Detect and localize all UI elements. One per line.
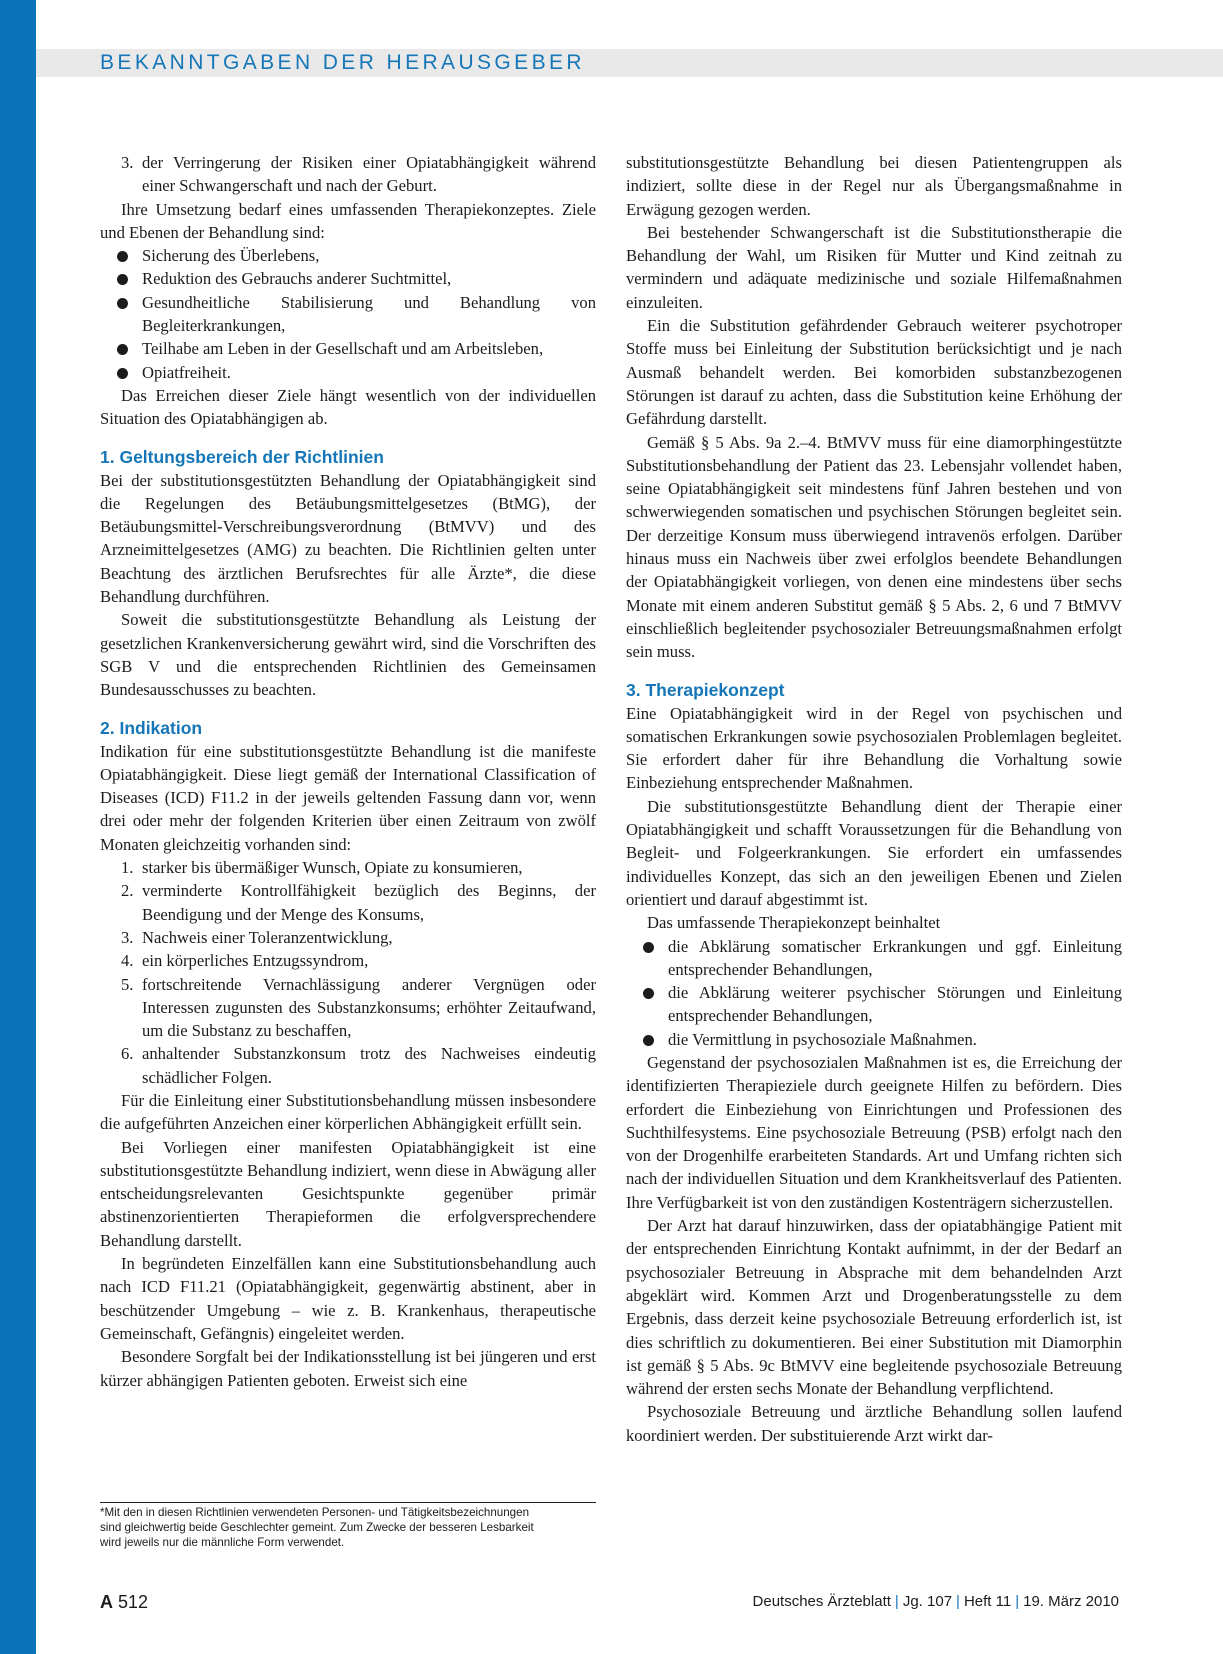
paragraph: Soweit die substitutionsgestützte Behandlung als Leistung der gesetzlichen Krankenversicherung gewährt wird, sind die Vorschriften des SGB V und die entsprechenden Richtlinien des Gemeinsamen Bundesausschusses zu beachten.: [100, 610, 596, 700]
paragraph: Gegenstand der psychosozialen Maßnahmen ist es, die Erreichung der identifizierten Therapieziele durch geeignete Hilfen zu befördern. Dies erfordert die Einbeziehung von Einrichtungen und Professionen des Suchthilfesystems. Eine psychosoziale Betreuung (PSB) erfolgt nach den von der Drogenhilfe erarbeiteten Standards. Art und Umfang richten sich nach der individuellen Situation und dem Krankheitsverlauf des Patienten. Ihre Verfügbarkeit ist von den zuständigen Kostenträgern sicherzustellen.: [626, 1052, 1122, 1212]
journal-issue: Heft 11: [963, 1593, 1012, 1610]
paragraph: Ihre Umsetzung bedarf eines umfassenden Therapiekonzeptes. Ziele und Ebenen der Behandlung sind:: [100, 199, 596, 242]
list-item: 3. der Verringerung der Risiken einer Opiatabhängigkeit während einer Schwangerschaft und nach der Geburt.: [121, 153, 596, 196]
list-item: 2. verminderte Kontrollfähigkeit bezüglich des Beginns, der Beendigung und der Menge des Konsums,: [121, 881, 596, 924]
journal-info: Deutsches Ärzteblatt | Jg. 107 | Heft 11 | 19. März 2010: [752, 1593, 1119, 1610]
paragraph: Bei der substitutionsgestützten Behandlung der Opiatabhängigkeit sind die Regelungen des Betäubungsmittelgesetzes (BtMG), der Betäubungsmittel-Verschreibungsverordnung (BtMVV) und des Arzneimittelgesetzes (AMG) zu beachten. Die Richtlinien gelten unter Beachtung des ärztlichen Berufsrechtes für alle Ärzte*, die diese Behandlung durchführen.: [100, 470, 596, 607]
section-header-title: BEKANNTGABEN DER HERAUSGEBER: [100, 51, 585, 74]
list-item: Teilhabe am Leben in der Gesellschaft und am Arbeitsleben,: [100, 337, 596, 360]
sidebar-accent-bar: [0, 0, 36, 1654]
paragraph: Für die Einleitung einer Substitutionsbehandlung müssen insbesondere die aufgeführten Anzeichen einer körperlichen Abhängigkeit erfüllt sein.: [100, 1090, 596, 1134]
footnote-divider: [100, 1502, 596, 1503]
section-heading: 2. Indikation: [100, 717, 203, 738]
list-item: 4. ein körperliches Entzugssyndrom,: [121, 951, 369, 971]
bullet-icon: [117, 274, 128, 285]
paragraph: Eine Opiatabhängigkeit wird in der Regel von psychischen und somatischen Erkrankungen sowie psychosozialen Problemlagen begleitet. Sie erfordert daher für ihre Behandlung die Vorhaltung sowie Einbeziehung entsprechender Maßnahmen.: [626, 703, 1122, 793]
paragraph: Besondere Sorgfalt bei der Indikationsstellung ist bei jüngeren und erst kürzer abhängigen Patienten geboten. Erweist sich eine: [100, 1347, 596, 1390]
paragraph: Das Erreichen dieser Ziele hängt wesentlich von der individuellen Situation des Opiatabhängigen ab.: [100, 385, 596, 429]
list-item: die Vermittlung in psychosoziale Maßnahmen.: [626, 1028, 1122, 1051]
bullet-icon: [117, 344, 128, 355]
footnote-line: *Mit den in diesen Richtlinien verwendeten Personen- und Tätigkeitsbezeichnungen: [100, 1506, 530, 1519]
list-item: Gesundheitliche Stabilisierung und Behandlung von Begleiterkrankungen,: [100, 291, 596, 338]
paragraph: Ein die Substitution gefährdender Gebrauch weiterer psychotroper Stoffe muss bei Einleitung der Substitution berücksichtigt und je nach Ausmaß behandelt werden. Bei komorbiden substanzbezogenen Störungen ist darauf zu achten, dass die Substitution keine Erhöhung der Gefährdung darstellt.: [626, 316, 1122, 429]
paragraph: Bei bestehender Schwangerschaft ist die Substitutionstherapie die Behandlung der Wahl, um Risiken für Mutter und Kind zeitnah zu vermindern und adäquate medizinische und soziale Hilfemaßnahmen einzuleiten.: [626, 222, 1122, 312]
list-item: Reduktion des Gebrauchs anderer Suchtmittel,: [100, 267, 596, 290]
paragraph: Der Arzt hat darauf hinzuwirken, dass der opiatabhängige Patient mit der entsprechenden Einrichtung Kontakt aufnimmt, in der der Bedarf an psychosozialer Betreuung in Absprache mit dem behandelnden Arzt abgeklärt wird. Kommen Arzt und Drogenberatungsstelle zu dem Ergebnis, dass derzeit keine psychosoziale Betreuung erforderlich ist, ist dies schriftlich zu dokumentieren. Bei einer Substitution mit Diamorphin ist gemäß § 5 Abs. 9c BtMVV eine begleitende psychosoziale Betreuung während der ersten sechs Monate der Behandlung verpflichtend.: [626, 1216, 1122, 1399]
paragraph: substitutionsgestützte Behandlung bei diesen Patientengruppen als indiziert, sollte diese in der Regel nur als Übergangsmaßnahme in Erwägung gezogen werden.: [626, 153, 1122, 219]
bullet-icon: [117, 251, 128, 262]
page-number-value: 512: [118, 1592, 149, 1612]
goals-list: [100, 244, 596, 384]
list-item: 1. starker bis übermäßiger Wunsch, Opiate zu konsumieren,: [121, 858, 523, 878]
page-prefix: A: [100, 1592, 113, 1612]
journal-date: 19. März 2010: [1023, 1593, 1119, 1610]
paragraph: Das umfassende Therapiekonzept beinhaltet: [647, 913, 941, 933]
paragraph: In begründeten Einzelfällen kann eine Substitutionsbehandlung auch nach ICD F11.21 (Opiatabhängigkeit, gegenwärtig abstinent, aber in beschützender Umgebung – wie z. B. Krankenhaus, therapeutische Gemeinschaft, Gefängnis) eingeleitet werden.: [100, 1254, 596, 1343]
footnote-line: sind gleichwertig beide Geschlechter gemeint. Zum Zwecke der besseren Lesbarkeit: [100, 1521, 534, 1535]
bullet-icon: [117, 368, 128, 379]
list-continued: [100, 151, 596, 198]
bullet-icon: [643, 1035, 654, 1046]
concept-list: [626, 935, 1122, 1051]
paragraph: Bei Vorliegen einer manifesten Opiatabhängigkeit ist eine substitutionsgestützte Behandlung indiziert, wenn diese in Abwägung aller entscheidungsrelevanten Gesichtspunkte gegenüber primär abstinenzorientierten Therapieformen die erfolgversprechendere Behandlung darstellt.: [100, 1137, 596, 1250]
bullet-icon: [643, 942, 654, 953]
journal-volume: Jg. 107: [902, 1593, 953, 1610]
section-heading: 3. Therapiekonzept: [626, 679, 785, 700]
section-heading: 1. Geltungsbereich der Richtlinien: [100, 446, 384, 467]
list-item: die Abklärung somatischer Erkrankungen und ggf. Einleitung entsprechender Behandlungen,: [626, 935, 1122, 982]
footnote-line: wird jeweils nur die männliche Form verwendet.: [100, 1536, 345, 1550]
paragraph: Gemäß § 5 Abs. 9a 2.–4. BtMVV muss für eine diamorphingestützte Substitutionsbehandlung der Patient das 23. Lebensjahr vollendet haben, seine Opiatabhängigkeit seit mindestens fünf Jahren bestehen und von schwerwiegenden somatischen und psychischen Störungen begleitet sein. Der derzeitige Konsum muss überwiegend intravenös erfolgen. Darüber hinaus muss ein Nachweis über zwei erfolglos beendete Behandlungen der Opiatabhängigkeit vorliegen, von denen eine mindestens über sechs Monate mit einem anderen Substitut gemäß § 5 Abs. 2, 6 und 7 BtMVV einschließlich begleitender psychosozialer Betreuungsmaßnahmen erfolgt sein muss.: [626, 432, 1122, 662]
journal-name: Deutsches Ärzteblatt: [752, 1593, 891, 1610]
list-item: Sicherung des Überlebens,: [100, 244, 596, 267]
criteria-list: [100, 856, 596, 1089]
list-item: 5. fortschreitende Vernachlässigung anderer Vergnügen oder Interessen zugunsten des Substanzkonsums; erhöhter Zeitaufwand, um die Substanz zu beschaffen,: [121, 974, 596, 1041]
paragraph: Psychosoziale Betreuung und ärztliche Behandlung sollen laufend koordiniert werden. Der substituierende Arzt wirkt dar-: [626, 1402, 1122, 1445]
list-item: 6. anhaltender Substanzkonsum trotz des Nachweises eindeutig schädlicher Folgen.: [121, 1044, 596, 1087]
right-column: [626, 151, 1122, 1447]
list-item: 3. Nachweis einer Toleranzentwicklung,: [121, 927, 393, 947]
list-item: Opiatfreiheit.: [100, 361, 596, 384]
bullet-icon: [117, 298, 128, 309]
bullet-icon: [643, 988, 654, 999]
paragraph: Indikation für eine substitutionsgestützte Behandlung ist die manifeste Opiatabhängigkeit. Diese liegt gemäß der International Classification of Diseases (ICD) F11.2 in der jeweils geltenden Fassung dann vor, wenn drei oder mehr der folgenden Kriterien über einen Zeitraum von zwölf Monaten gleichzeitig vorhanden sind:: [100, 741, 596, 854]
page-number: [100, 1592, 148, 1613]
left-column: [100, 151, 596, 1392]
paragraph: Die substitutionsgestützte Behandlung dient der Therapie einer Opiatabhängigkeit und schafft Voraussetzungen für die Behandlung von Begleit- und Folgeerkrankungen. Sie erfordert ein umfassendes individuelles Konzept, das sich an den jeweiligen Ebenen und Zielen orientiert und darauf abgestimmt ist.: [626, 796, 1122, 909]
list-item: die Abklärung weiterer psychischer Störungen und Einleitung entsprechender Behandlungen,: [626, 981, 1122, 1028]
footnote: [100, 1505, 596, 1551]
